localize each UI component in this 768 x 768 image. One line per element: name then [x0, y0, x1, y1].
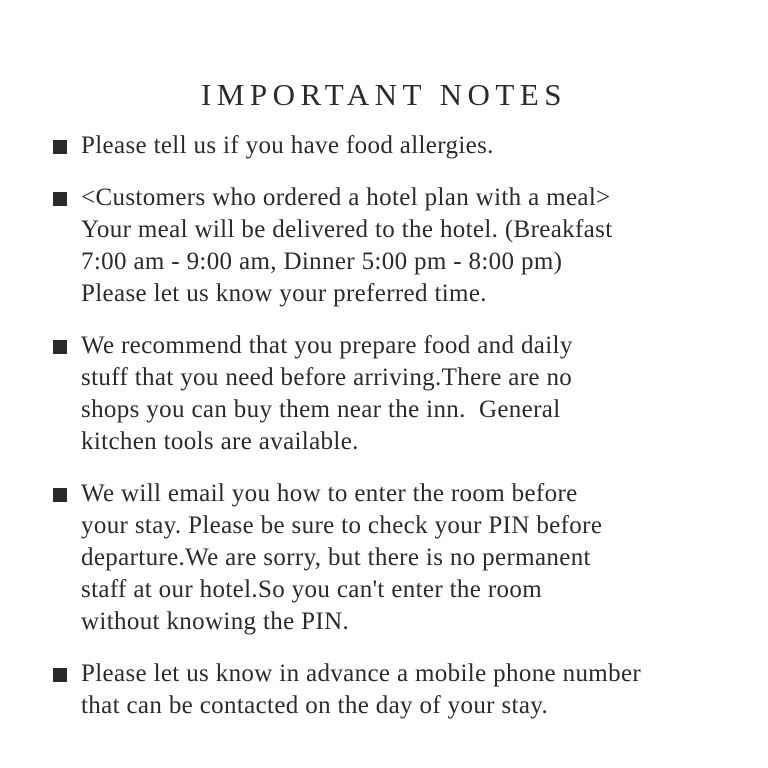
square-bullet-icon [53, 668, 67, 682]
note-text-line: stuff that you need before arriving.There are no [81, 364, 573, 391]
note-text-line: Please let us know your preferred time. [81, 280, 487, 307]
note-text-line: Please tell us if you have food allergies. [81, 132, 494, 159]
note-text-line: We will email you how to enter the room before [81, 480, 578, 507]
note-item [52, 658, 742, 722]
square-bullet-icon [53, 192, 67, 206]
note-text-line: staff at our hotel.So you can't enter the room [81, 576, 542, 603]
note-text-line: departure.We are sorry, but there is no permanent [81, 544, 591, 571]
note-text-line: kitchen tools are available. [81, 428, 359, 455]
note-item [52, 330, 742, 458]
note-item [52, 130, 742, 162]
square-bullet-icon [53, 340, 67, 354]
note-text-line: that can be contacted on the day of your stay. [81, 692, 549, 719]
note-item [52, 478, 742, 638]
note-text-line: your stay. Please be sure to check your PIN before [81, 512, 603, 539]
page-title: IMPORTANT NOTES [200, 76, 568, 112]
note-text-line: We recommend that you prepare food and daily [81, 332, 573, 359]
note-text-line: <Customers who ordered a hotel plan with a meal> [81, 184, 611, 211]
note-text-line: shops you can buy them near the inn. General [81, 396, 561, 423]
note-text-line: Your meal will be delivered to the hotel. (Breakfast [81, 216, 613, 243]
note-text-line: 7:00 am - 9:00 am, Dinner 5:00 pm - 8:00 pm) [81, 248, 563, 275]
note-item [52, 182, 742, 310]
notes-list [52, 130, 742, 722]
square-bullet-icon [53, 488, 67, 502]
square-bullet-icon [53, 140, 67, 154]
note-text-line: Please let us know in advance a mobile phone number [81, 660, 642, 687]
note-text-line: without knowing the PIN. [81, 608, 350, 635]
